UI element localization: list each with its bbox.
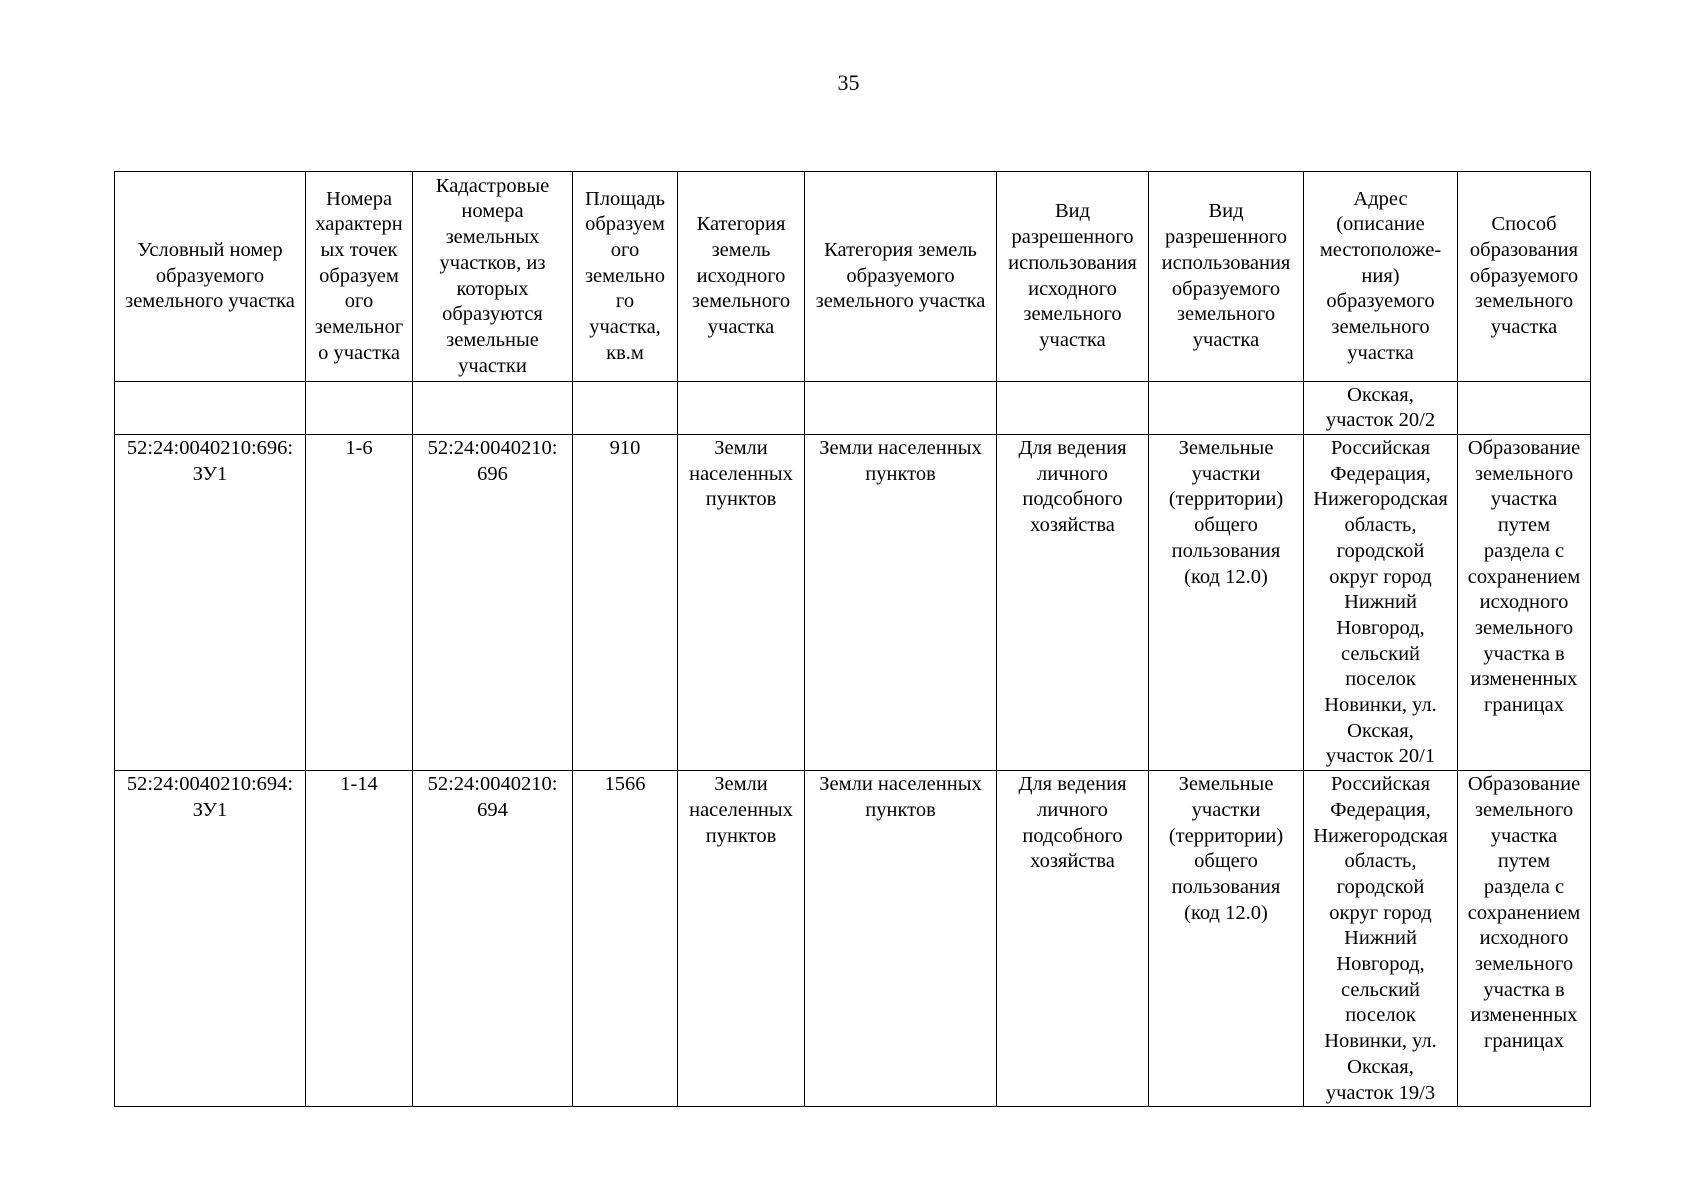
- table-cell: [413, 382, 573, 435]
- table-cell-source-land-category: Земли населенных пунктов: [678, 435, 805, 771]
- header-cell-new-land-category: Категория земель образуемого земельного участка: [805, 172, 997, 382]
- table-cell-conditional-number: 52:24:0040210:696: ЗУ1: [115, 435, 306, 771]
- table-cell-area: 910: [573, 435, 678, 771]
- table-header-row: [115, 172, 1591, 382]
- table-cell-formation-method: Образование земельного участка путем раздела с сохранением исходного земельного участка в измененных границах: [1458, 435, 1591, 771]
- table-cell: [1458, 382, 1591, 435]
- table-cell: [997, 382, 1149, 435]
- table-cell-address: Российская Федерация, Нижегородская область, городской округ город Нижний Новгород, сельский поселок Новинки, ул. Окская, участок 20/1: [1304, 435, 1458, 771]
- table-cell: [1149, 382, 1304, 435]
- header-cell-point-numbers: Номера характерн ых точек образуем ого земельног о участка: [306, 172, 413, 382]
- table-cell-cadastral-number: 52:24:0040210: 694: [413, 771, 573, 1107]
- header-cell-source-land-category: Категория земель исходного земельного участка: [678, 172, 805, 382]
- table-cell-new-permitted-use: Земельные участки (территории) общего пользования (код 12.0): [1149, 771, 1304, 1107]
- table-cell: [306, 382, 413, 435]
- header-cell-cadastral-numbers: Кадастровые номера земельных участков, из которых образуются земельные участки: [413, 172, 573, 382]
- table-cell-address: Российская Федерация, Нижегородская область, городской округ город Нижний Новгород, сельский поселок Новинки, ул. Окская, участок 19/3: [1304, 771, 1458, 1107]
- table-cell-point-numbers: 1-6: [306, 435, 413, 771]
- table-cell-address: Окская, участок 20/2: [1304, 382, 1458, 435]
- table-cell: [678, 382, 805, 435]
- table-row: [115, 435, 1591, 771]
- header-cell-source-permitted-use: Вид разрешенного использования исходного земельного участка: [997, 172, 1149, 382]
- table-cell-new-land-category: Земли населенных пунктов: [805, 771, 997, 1107]
- table-cell-area: 1566: [573, 771, 678, 1107]
- table-cell: [805, 382, 997, 435]
- table-cell-source-permitted-use: Для ведения личного подсобного хозяйства: [997, 771, 1149, 1107]
- table-row-continuation: [115, 382, 1591, 435]
- table-cell: [573, 382, 678, 435]
- table-cell-source-permitted-use: Для ведения личного подсобного хозяйства: [997, 435, 1149, 771]
- page-number: 35: [837, 70, 860, 95]
- table-cell-formation-method: Образование земельного участка путем раздела с сохранением исходного земельного участка в измененных границах: [1458, 771, 1591, 1107]
- table-cell-conditional-number: 52:24:0040210:694: ЗУ1: [115, 771, 306, 1107]
- header-cell-new-permitted-use: Вид разрешенного использования образуемого земельного участка: [1149, 172, 1304, 382]
- header-cell-formation-method: Способ образования образуемого земельного участка: [1458, 172, 1591, 382]
- table-cell-point-numbers: 1-14: [306, 771, 413, 1107]
- header-cell-area: Площадь образуем ого земельно го участка, кв.м: [573, 172, 678, 382]
- header-cell-address: Адрес (описание местоположе- ния) образуемого земельного участка: [1304, 172, 1458, 382]
- table-cell: [115, 382, 306, 435]
- land-plots-table: [114, 171, 1591, 1107]
- table-cell-new-land-category: Земли населенных пунктов: [805, 435, 997, 771]
- header-cell-conditional-number: Условный номер образуемого земельного участка: [115, 172, 306, 382]
- table-cell-source-land-category: Земли населенных пунктов: [678, 771, 805, 1107]
- table-row: [115, 771, 1591, 1107]
- table-cell-new-permitted-use: Земельные участки (территории) общего пользования (код 12.0): [1149, 435, 1304, 771]
- table-cell-cadastral-number: 52:24:0040210: 696: [413, 435, 573, 771]
